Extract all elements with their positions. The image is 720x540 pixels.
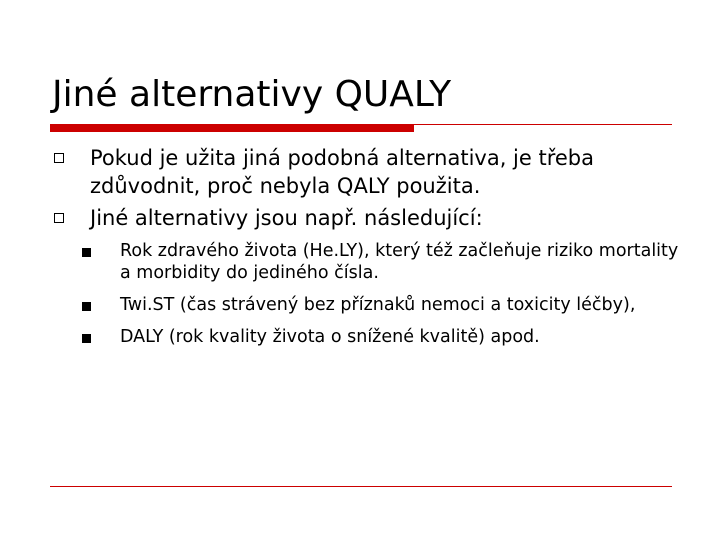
sub-bullet-list [90, 240, 692, 348]
sub-bullet-text: Twi.ST (čas strávený bez příznaků nemoci a toxicity léčby), [120, 295, 636, 315]
filled-square-bullet-icon [82, 334, 91, 343]
filled-square-bullet-icon [82, 302, 91, 311]
filled-square-bullet-icon [82, 248, 91, 257]
hollow-square-bullet-icon [54, 213, 64, 223]
bullet-list [52, 144, 692, 358]
sub-bullet-item [86, 326, 692, 348]
hollow-square-bullet-icon [54, 153, 64, 163]
sub-bullet-text: DALY (rok kvality života o snížené kvalitě) apod. [120, 327, 540, 347]
bullet-text: Pokud je užita jiná podobná alternativa, je třeba zdůvodnit, proč nebyla QALY použita. [90, 146, 594, 198]
bullet-text: Jiné alternativy jsou např. následující: [90, 206, 483, 230]
bullet-item [52, 204, 692, 348]
sub-bullet-item [86, 240, 692, 284]
sub-bullet-item [86, 294, 692, 316]
slide-title: Jiné alternativy QUALY [52, 74, 452, 115]
footer-divider-line [50, 486, 672, 487]
sub-bullet-text: Rok zdravého života (He.LY), který též začleňuje riziko mortality a morbidity do jediného čísla. [120, 241, 679, 283]
title-accent-bar [50, 124, 414, 132]
bullet-item [52, 144, 692, 200]
